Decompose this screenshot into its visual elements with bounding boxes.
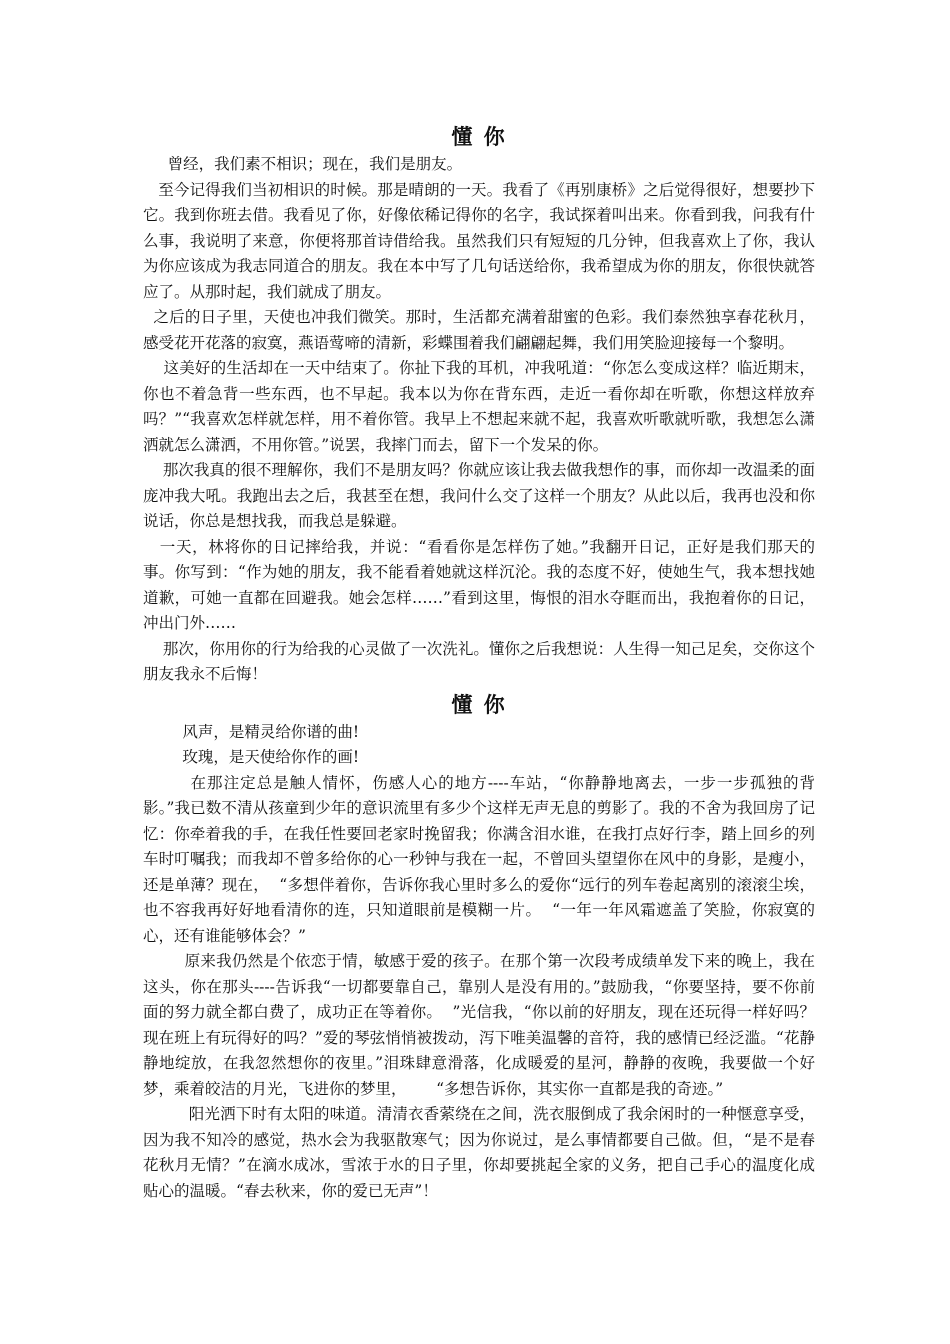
paragraph: 风声，是精灵给你谱的曲!: [143, 722, 360, 741]
paragraph: 至今记得我们当初相识的时候。那是晴朗的一天。我看了《再别康桥》之后觉得很好，想要抄下它。我到你班去借。我看见了你，好像依稀记得你的名字，我试探着叫出来。你看到我，问我有什么事，我说明了来意，你便将那首诗借给我。虽然我们只有短短的几分钟，但我喜欢上了你，我认为你应该成为我志同道合的朋友。我在本中写了几句话送给你，我希望成为你的朋友，你很快就答应了。从那时起，我们就成了朋友。: [143, 180, 816, 301]
paragraph: 玫瑰，是天使给你作的画!: [143, 748, 360, 766]
paragraph: 那次我真的很不理解你，我们不是朋友吗？你就应该让我去做我想作的事，而你却一改温柔的面庞冲我大吼。我跑出去之后，我甚至在想，我问什么交了这样一个朋友？从此以后，我再也没和你说话，你总是想找我，而我总是躲避。: [143, 461, 815, 530]
essay-one: [143, 122, 815, 688]
paragraph: 曾经，我们素不相识；现在，我们是朋友。: [143, 155, 463, 173]
paragraph: 这美好的生活却在一天中结束了。你扯下我的耳机，冲我吼道：“你怎么变成这样？临近期末，你也不着急背一些东西，也不早起。我本以为你在背东西，走近一看你却在听歌，你想这样放弃吗？”“我喜欢怎样就怎样，用不着你管。我早上不想起来就不起，我喜欢听歌就听歌，我想怎么潇洒就怎么潇洒，不用你管。”说罢，我摔门而去，留下一个发呆的你。: [143, 359, 815, 454]
paragraph: 原来我仍然是个依恋于情，敏感于爱的孩子。在那个第一次段考成绩单发下来的晚上，我在这头，你在那头----告诉我“一切都要靠自己，靠别人是没有用的。”鼓励我，“你要坚持，要不你前面的努力就全都白费了，成功正在等着你。 ”光信我，“你以前的好朋友，现在还玩得一样好吗？现在班上有玩得好的吗？”爱的琴弦悄悄被拨动，泻下唯美温馨的音符，我的感情已经泛滥。“花静静地绽放，在我忽然想你的夜里。”泪珠肆意滑落，化成暖爱的星河，静静的夜晚，我要做一个好梦，乘着皎洁的月光，飞进你的梦里， “多想告诉你，其实你一直都是我的奇迹。”: [143, 952, 815, 1098]
paragraph: 之后的日子里，天使也冲我们微笑。那时，生活都充满着甜蜜的色彩。我们泰然独享春花秋月，感受花开花落的寂寞，燕语莺啼的清新，彩蝶围着我们翩翩起舞，我们用笑脸迎接每一个黎明。: [143, 308, 815, 352]
essay-one-title: 懂 你: [451, 125, 507, 149]
paragraph: 在那注定总是触人情怀，伤感人心的地方----车站，“你静静地离去，一步一步孤独的背影。”我已数不清从孩童到少年的意识流里有多少个这样无声无息的剪影了。我的不舍为我回房了记忆：你牵着我的手，在我任性要回老家时挽留我；你满含泪水谁，在我打点好行李，踏上回乡的列车时叮嘱我；而我却不曾多给你的心一秒钟与我在一起，不曾回头望望你在风中的身影，是瘦小，还是单薄？现在， “多想伴着你，告诉你我心里时多么的爱你“远行的列车卷起离别的滚滚尘埃，也不容我再好好地看清你的连，只知道眼前是模糊一片。 “一年一年风霜遮盖了笑脸，你寂寞的心，还有谁能够体会？”: [143, 773, 815, 945]
paragraph: 一天，林将你的日记摔给我，并说：“看看你是怎样伤了她。”我翻开日记，正好是我们那天的事。你写到：“作为她的朋友，我不能看着她就这样沉沦。我的态度不好，使她生气，我本想找她道歉，可她一直都在回避我。她会怎样……”看到这里，悔恨的泪水夺眶而出，我抱着你的日记，冲出门外……: [143, 537, 816, 632]
paragraph: 阳光洒下时有太阳的味道。清清衣香萦绕在之间，洗衣服倒成了我余闲时的一种惬意享受，因为我不知冷的感觉，热水会为我驱散寒气；因为你说过，是么事情都要自己做。但，“是不是春花秋月无情？”在滴水成冰，雪浓于水的日子里，你却要挑起全家的义务，把自己手心的温度化成贴心的温暖。“春去秋来，你的爱已无声”！: [143, 1105, 815, 1200]
document-content: [143, 122, 815, 1204]
essay-two-title: 懂 你: [451, 692, 507, 717]
paragraph: 那次，你用你的行为给我的心灵做了一次洗礼。懂你之后我想说：人生得一知己足矣，交你这个朋友我永不后悔！: [143, 639, 815, 683]
essay-two: [143, 690, 815, 1205]
